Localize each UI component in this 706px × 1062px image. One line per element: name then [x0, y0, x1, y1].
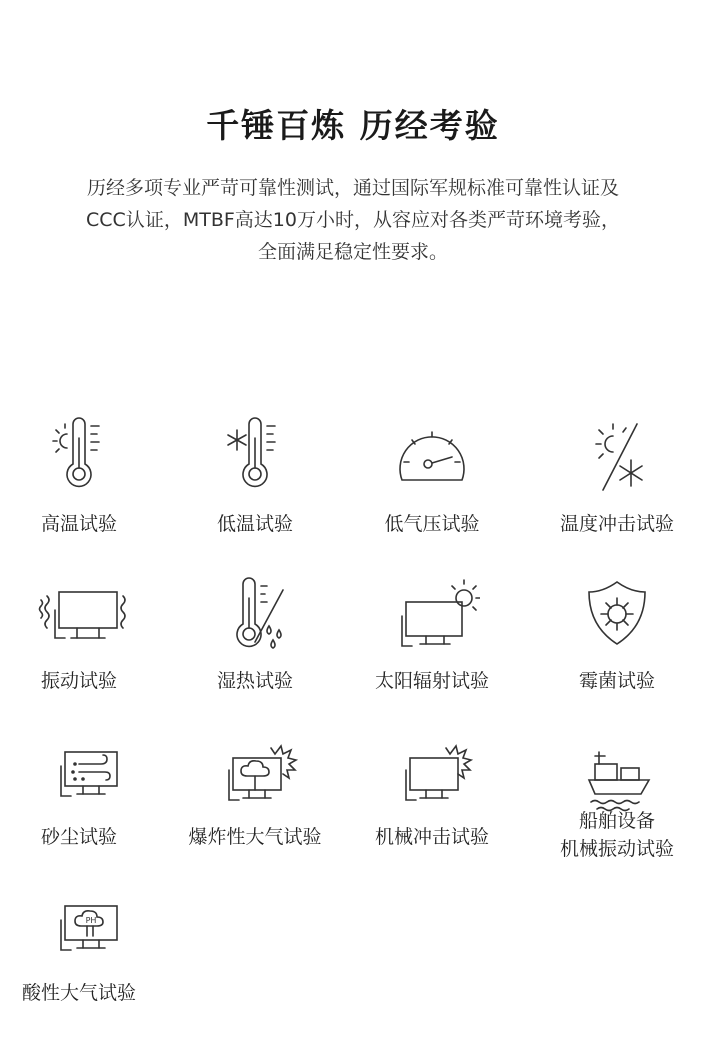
test-label: 机械冲击试验: [374, 826, 489, 848]
intro-line: 历经多项专业严苛可靠性测试，通过国际军规标准可靠性认证及: [86, 177, 619, 199]
test-label: 砂尘试验: [40, 826, 117, 848]
page-title: 千锤百炼 历经考验: [206, 106, 500, 145]
test-label-line2: 机械振动试验: [559, 838, 674, 860]
test-label: 温度冲击试验: [559, 513, 674, 535]
intro-text: [20, 172, 686, 268]
svg-text:PH: PH: [85, 916, 97, 925]
test-label: 霉菌试验: [578, 670, 655, 692]
test-label: 太阳辐射试验: [374, 670, 489, 692]
mold-shield-icon: [569, 570, 665, 660]
test-label: 低温试验: [216, 513, 293, 535]
low-temperature-thermometer-icon: [207, 410, 303, 500]
test-label: 船舶设备: [578, 810, 655, 832]
test-label: 爆炸性大气试验: [188, 826, 322, 848]
humidity-thermometer-icon: [207, 570, 303, 660]
sun-snow-icon: [569, 410, 665, 500]
high-temperature-thermometer-icon: [31, 410, 127, 500]
test-label: 低气压试验: [384, 513, 480, 535]
test-label: 酸性大气试验: [21, 982, 136, 1004]
dust-monitor-icon: [31, 732, 127, 822]
pressure-gauge-icon: [384, 410, 480, 500]
sun-monitor-icon: [384, 570, 480, 660]
vibration-monitor-icon: [31, 570, 127, 660]
explosion-monitor-icon: [207, 732, 303, 822]
impact-monitor-icon: [384, 732, 480, 822]
intro-line: CCC认证，MTBF高达10万小时，从容应对各类严苛环境考验，: [86, 209, 620, 231]
test-label: 振动试验: [40, 670, 117, 692]
acid-ph-monitor-icon: [31, 892, 127, 982]
test-label: 高温试验: [40, 513, 117, 535]
intro-line: 全面满足稳定性要求。: [257, 241, 448, 263]
test-label: 湿热试验: [216, 670, 293, 692]
